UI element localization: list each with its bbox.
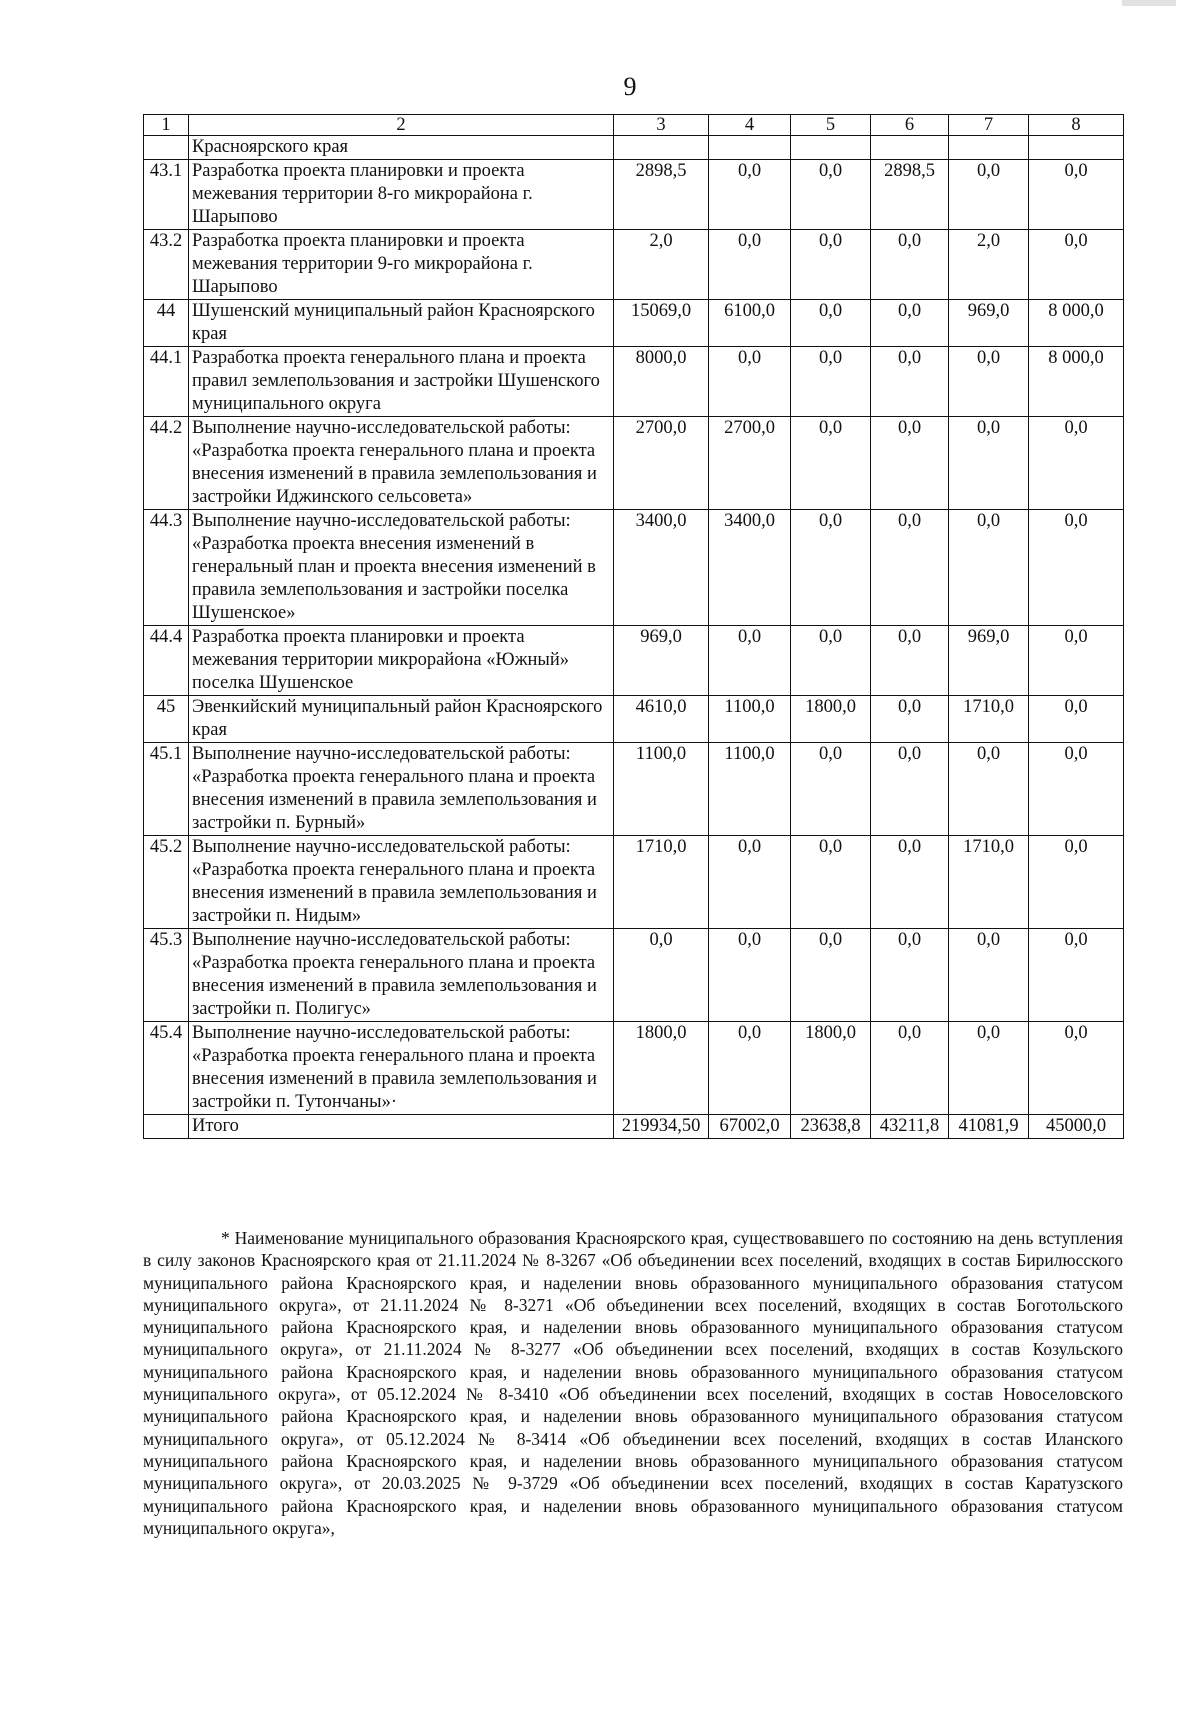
table-row <box>144 160 1124 230</box>
row-name-cell: Выполнение научно-исследовательской работы: «Разработка проекта генерального плана и проекта внесения изменений в правила землепользования и застройки Иджинского сельсовета» <box>189 417 614 510</box>
table-row <box>144 136 1124 160</box>
value-cell: 0,0 <box>791 836 871 929</box>
value-cell: 41081,9 <box>949 1115 1029 1139</box>
value-cell: 1100,0 <box>614 743 709 836</box>
value-cell: 1800,0 <box>791 1022 871 1115</box>
footnote: * Наименование муниципального образования Красноярского края, существовавшего по состоянию на день вступления в силу законов Красноярского края от 21.11.2024 № 8-3267 «Об объединении всех поселений, входящих в состав Бирилюсского муниципального района Красноярского края, и наделении вновь образованного муниципального образования статусом муниципального округа», от 21.11.2024 № 8-3271 «Об объединении всех поселений, входящих в состав Боготольского муниципального района Красноярского края, и наделении вновь образованного муниципального образования статусом муниципального округа», от 21.11.2024 № 8-3277 «Об объединении всех поселений, входящих в состав Козульского муниципального района Красноярского края, и наделении вновь образованного муниципального образования статусом муниципального округа», от 05.12.2024 № 8-3410 «Об объединении всех поселений, входящих в состав Новоселовского муниципального района Красноярского края, и наделении вновь образованного муниципального образования статусом муниципального округа», от 05.12.2024 № 8-3414 «Об объединении всех поселений, входящих в состав Иланского муниципального района Красноярского края, и наделении вновь образованного муниципального образования статусом муниципального округа», от 20.03.2025 № 9-3729 «Об объединении всех поселений, входящих в состав Каратузского муниципального района Красноярского края, и наделении вновь образованного муниципального образования статусом муниципального округа», <box>143 1228 1123 1538</box>
row-name-cell: Эвенкийский муниципальный район Красноярского края <box>189 696 614 743</box>
header-cell: 4 <box>709 115 791 136</box>
value-cell: 0,0 <box>949 510 1029 626</box>
value-cell: 1710,0 <box>949 836 1029 929</box>
value-cell: 3400,0 <box>614 510 709 626</box>
value-cell: 969,0 <box>949 626 1029 696</box>
row-name-cell: Красноярского края <box>189 136 614 160</box>
row-number-cell <box>144 1115 189 1139</box>
value-cell: 0,0 <box>949 417 1029 510</box>
table-row <box>144 626 1124 696</box>
value-cell <box>709 136 791 160</box>
scan-corner-mark <box>1122 0 1176 6</box>
value-cell: 2,0 <box>949 230 1029 300</box>
value-cell: 0,0 <box>871 626 949 696</box>
value-cell: 0,0 <box>709 836 791 929</box>
value-cell: 0,0 <box>1029 743 1124 836</box>
value-cell: 0,0 <box>791 160 871 230</box>
value-cell <box>949 136 1029 160</box>
table-row <box>144 510 1124 626</box>
value-cell: 0,0 <box>871 1022 949 1115</box>
value-cell: 0,0 <box>709 230 791 300</box>
value-cell: 969,0 <box>949 300 1029 347</box>
row-number-cell: 44.3 <box>144 510 189 626</box>
header-cell: 5 <box>791 115 871 136</box>
value-cell: 67002,0 <box>709 1115 791 1139</box>
row-name-cell: Разработка проекта генерального плана и проекта правил землепользования и застройки Шушенского муниципального округа <box>189 347 614 417</box>
value-cell: 15069,0 <box>614 300 709 347</box>
value-cell: 0,0 <box>1029 626 1124 696</box>
value-cell: 0,0 <box>791 929 871 1022</box>
header-cell: 1 <box>144 115 189 136</box>
table-row <box>144 300 1124 347</box>
row-name-cell: Шушенский муниципальный район Красноярского края <box>189 300 614 347</box>
value-cell: 2700,0 <box>614 417 709 510</box>
value-cell: 1710,0 <box>614 836 709 929</box>
value-cell: 0,0 <box>1029 696 1124 743</box>
table-row <box>144 347 1124 417</box>
value-cell: 0,0 <box>949 347 1029 417</box>
value-cell: 0,0 <box>871 347 949 417</box>
value-cell: 0,0 <box>871 510 949 626</box>
table-row <box>144 1022 1124 1115</box>
value-cell: 0,0 <box>871 696 949 743</box>
value-cell: 45000,0 <box>1029 1115 1124 1139</box>
value-cell: 0,0 <box>1029 836 1124 929</box>
value-cell: 0,0 <box>871 929 949 1022</box>
row-name-cell: Выполнение научно-исследовательской работы: «Разработка проекта генерального плана и проекта внесения изменений в правила землепользования и застройки п. Полигус» <box>189 929 614 1022</box>
value-cell <box>871 136 949 160</box>
value-cell: 2898,5 <box>871 160 949 230</box>
header-cell: 8 <box>1029 115 1124 136</box>
value-cell: 0,0 <box>871 230 949 300</box>
row-name-cell: Разработка проекта планировки и проекта межевания территории 8-го микрорайона г. Шарыпово <box>189 160 614 230</box>
value-cell: 0,0 <box>949 743 1029 836</box>
row-name-cell: Выполнение научно-исследовательской работы: «Разработка проекта генерального плана и проекта внесения изменений в правила землепользования и застройки п. Нидым» <box>189 836 614 929</box>
row-number-cell <box>144 136 189 160</box>
value-cell: 1800,0 <box>614 1022 709 1115</box>
header-cell: 2 <box>189 115 614 136</box>
value-cell: 0,0 <box>1029 1022 1124 1115</box>
value-cell: 0,0 <box>949 1022 1029 1115</box>
value-cell: 6100,0 <box>709 300 791 347</box>
value-cell: 0,0 <box>871 417 949 510</box>
value-cell: 3400,0 <box>709 510 791 626</box>
value-cell: 0,0 <box>871 836 949 929</box>
value-cell: 0,0 <box>791 347 871 417</box>
row-number-cell: 44.4 <box>144 626 189 696</box>
row-name-cell: Разработка проекта планировки и проекта межевания территории микрорайона «Южный» поселка Шушенское <box>189 626 614 696</box>
row-number-cell: 43.2 <box>144 230 189 300</box>
value-cell: 0,0 <box>1029 510 1124 626</box>
value-cell: 1710,0 <box>949 696 1029 743</box>
value-cell: 4610,0 <box>614 696 709 743</box>
header-cell: 6 <box>871 115 949 136</box>
value-cell: 219934,50 <box>614 1115 709 1139</box>
value-cell: 2,0 <box>614 230 709 300</box>
value-cell: 0,0 <box>1029 230 1124 300</box>
row-number-cell: 44.1 <box>144 347 189 417</box>
value-cell <box>791 136 871 160</box>
value-cell: 0,0 <box>871 743 949 836</box>
row-name-cell: Разработка проекта планировки и проекта межевания территории 9-го микрорайона г. Шарыпово <box>189 230 614 300</box>
value-cell: 0,0 <box>709 160 791 230</box>
row-name-cell: Выполнение научно-исследовательской работы: «Разработка проекта внесения изменений в генеральный план и проекта внесения изменений в правила землепользования и застройки поселка Шушенское» <box>189 510 614 626</box>
value-cell: 43211,8 <box>871 1115 949 1139</box>
table-header-row <box>144 115 1124 136</box>
value-cell <box>1029 136 1124 160</box>
value-cell: 1800,0 <box>791 696 871 743</box>
value-cell: 0,0 <box>949 929 1029 1022</box>
value-cell: 2700,0 <box>709 417 791 510</box>
table-row <box>144 417 1124 510</box>
row-number-cell: 45.4 <box>144 1022 189 1115</box>
value-cell <box>614 136 709 160</box>
value-cell: 0,0 <box>791 510 871 626</box>
row-number-cell: 44.2 <box>144 417 189 510</box>
value-cell: 0,0 <box>791 230 871 300</box>
row-name-cell: Выполнение научно-исследовательской работы: «Разработка проекта генерального плана и проекта внесения изменений в правила землепользования и застройки п. Бурный» <box>189 743 614 836</box>
table-row <box>144 836 1124 929</box>
value-cell: 8 000,0 <box>1029 347 1124 417</box>
value-cell: 0,0 <box>709 626 791 696</box>
row-number-cell: 43.1 <box>144 160 189 230</box>
row-number-cell: 45.2 <box>144 836 189 929</box>
value-cell: 0,0 <box>1029 929 1124 1022</box>
table-row <box>144 696 1124 743</box>
page-number: 9 <box>623 72 637 101</box>
value-cell: 0,0 <box>791 626 871 696</box>
total-row <box>144 1115 1124 1139</box>
value-cell: 0,0 <box>1029 417 1124 510</box>
table-body <box>144 115 1124 1139</box>
header-cell: 7 <box>949 115 1029 136</box>
value-cell: 8 000,0 <box>1029 300 1124 347</box>
value-cell: 0,0 <box>709 929 791 1022</box>
table-row <box>144 743 1124 836</box>
row-name-cell: Выполнение научно-исследовательской работы: «Разработка проекта генерального плана и проекта внесения изменений в правила землепользования и застройки п. Тутончаны»· <box>189 1022 614 1115</box>
value-cell: 1100,0 <box>709 743 791 836</box>
row-number-cell: 45.1 <box>144 743 189 836</box>
value-cell: 2898,5 <box>614 160 709 230</box>
header-cell: 3 <box>614 115 709 136</box>
value-cell: 969,0 <box>614 626 709 696</box>
value-cell: 0,0 <box>949 160 1029 230</box>
table-row <box>144 929 1124 1022</box>
value-cell: 0,0 <box>709 347 791 417</box>
table-row <box>144 230 1124 300</box>
row-number-cell: 44 <box>144 300 189 347</box>
value-cell: 1100,0 <box>709 696 791 743</box>
row-number-cell: 45.3 <box>144 929 189 1022</box>
value-cell: 0,0 <box>791 300 871 347</box>
value-cell: 23638,8 <box>791 1115 871 1139</box>
row-number-cell: 45 <box>144 696 189 743</box>
row-name-cell: Итого <box>189 1115 614 1139</box>
value-cell: 0,0 <box>614 929 709 1022</box>
value-cell: 0,0 <box>1029 160 1124 230</box>
value-cell: 0,0 <box>791 743 871 836</box>
value-cell: 0,0 <box>871 300 949 347</box>
value-cell: 8000,0 <box>614 347 709 417</box>
value-cell: 0,0 <box>791 417 871 510</box>
value-cell: 0,0 <box>709 1022 791 1115</box>
funding-table <box>143 114 1124 1139</box>
